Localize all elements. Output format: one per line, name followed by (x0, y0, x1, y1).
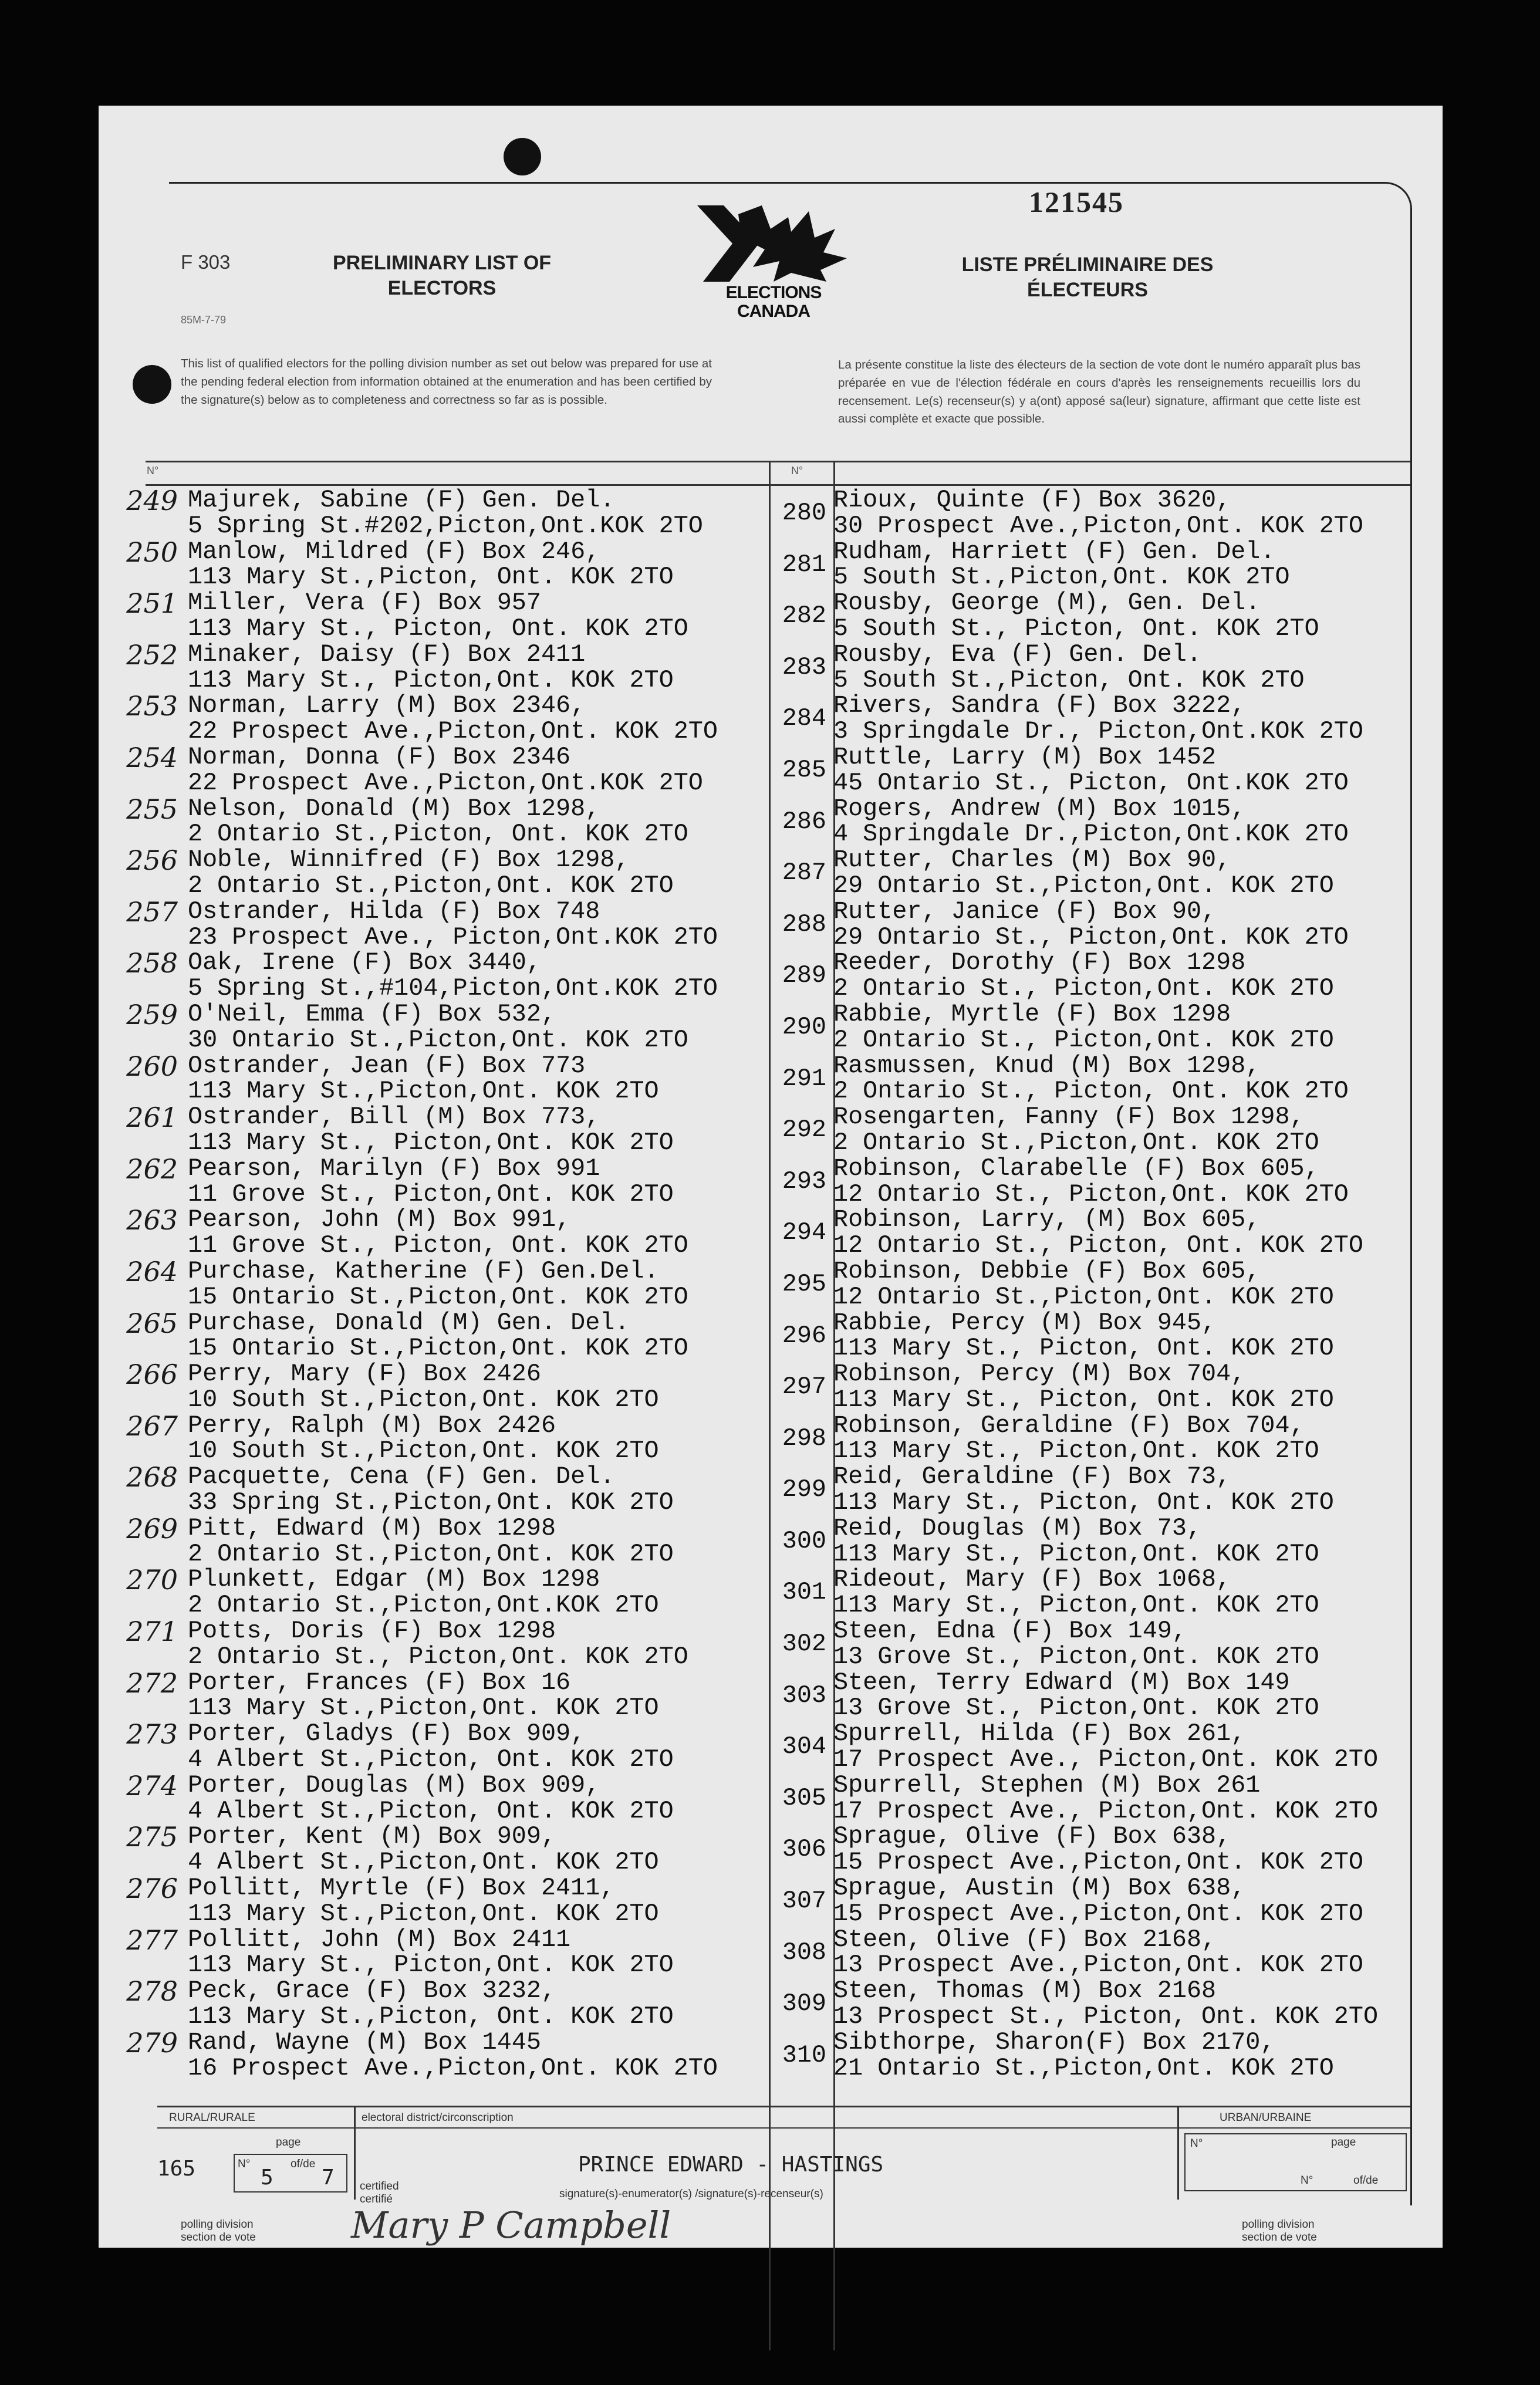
form-code: 85M-7-79 (181, 314, 227, 326)
serial-number: 121545 (1029, 185, 1124, 218)
urban-of-label: of/de (1353, 2174, 1379, 2187)
left-entries: Majurek, Sabine (F) Gen. Del. 5 Spring St.#202,Picton,Ont.KOK 2TO Manlow, Mildred (F) Box 246, 113 Mary St.,Picton, Ont. KOK 2TO Miller, Vera (F) Box 957 113 Mary St., Picton, Ont. KOK 2TO Minaker, Daisy (F) Box 2411 113 Mary St., Picton,Ont. KOK 2TO Norman, Larry (M) Box 2346, 22 Prospect Ave.,Picton,Ont. KOK 2TO Norman, Donna (F) Box 2346 22 Prospect Ave.,Picton,Ont.KOK 2TO Nelson, Donald (M) Box 1298, 2 Ontario St.,Picton, Ont. KOK 2TO Noble, Winnifred (F) Box 1298, 2 Ontario St.,Picton,Ont. KOK 2TO Ostrander, Hilda (F) Box 748 23 Prospect Ave., Picton,Ont.KOK 2TO Oak, Irene (F) Box 3440, 5 Spring St.,#104,Picton,Ont.KOK 2TO O'Neil, Emma (F) Box 532, 30 Ontario St.,Picton,Ont. KOK 2TO Ostrander, Jean (F) Box 773 113 Mary St.,Picton,Ont. KOK 2TO Ostrander, Bill (M) Box 773, 113 Mary St., Picton,Ont. KOK 2TO Pearson, Marilyn (F) Box 991 11 Grove St., Picton,Ont. KOK 2TO Pearson, John (M) Box 991, 11 Grove St., Picton, Ont. KOK 2TO Purchase, Katherine (F) Gen.Del. 15 Ontario St.,Picton,Ont. KOK 2TO Purchase, Donald (M) Gen. Del. 15 Ontario St.,Picton,Ont. KOK 2TO Perry, Mary (F) Box 2426 10 South St.,Picton,Ont. KOK 2TO Perry, Ralph (M) Box 2426 10 South St.,Picton,Ont. KOK 2TO Pacquette, Cena (F) Gen. Del. 33 Spring St.,Picton,Ont. KOK 2TO Pitt, Edward (M) Box 1298 2 Ontario St.,Picton,Ont. KOK 2TO Plunkett, Edgar (M) Box 1298 2 Ontario St.,Picton,Ont.KOK 2TO Potts, Doris (F) Box 1298 2 Ontario St., Picton,Ont. KOK 2TO Porter, Frances (F) Box 16 113 Mary St.,Picton,Ont. KOK 2TO Porter, Gladys (F) Box 909, 4 Albert St.,Picton, Ont. KOK 2TO Porter, Douglas (M) Box 909, 4 Albert St.,Picton, Ont. KOK 2TO Porter, Kent (M) Box 909, 4 Albert St.,Picton,Ont. KOK 2TO Pollitt, Myrtle (F) Box 2411, 113 Mary St.,Picton,Ont. KOK 2TO Pollitt, John (M) Box 2411 113 Mary St., Picton,Ont. KOK 2TO Peck, Grace (F) Box 3232, 113 Mary St.,Picton, Ont. KOK 2TO Rand, Wayne (M) Box 1445 16 Prospect Ave.,Picton,Ont. KOK 2TO (188, 486, 718, 2082)
page-number: 5 (261, 2166, 273, 2190)
left-entry-numbers: 249 250 251 252 253 254 255 256 257 258 259 260 261 262 263 264 265 266 267 268 269 270 271 272 273 274 275 276 277 278 279 (126, 485, 178, 2059)
logo-text: ELECTIONS CANADA (725, 283, 822, 321)
intro-french: La présente constitue la liste des électeurs de la section de vote dont le numéro apparaît plus bas préparée en vue de l'élection fédérale en cours d'après les renseignements recueillis lors du recensement. Le(s) recenseur(s) y a(ont) apposé sa(leur) signature, affirmant que cette liste est aussi complète et exacte que possible. (838, 358, 1360, 426)
electors-list-sheet (99, 106, 1443, 2248)
rural-page-label: page (276, 2136, 301, 2148)
electoral-district-label: electoral district/circonscription (362, 2112, 514, 2124)
electoral-district: PRINCE EDWARD - HASTINGS (578, 2153, 884, 2177)
urban-polling-division-label: polling division section de vote (1242, 2218, 1317, 2244)
enumerator-signature: Mary P Campbell (351, 2204, 671, 2247)
right-number-header: N° (791, 465, 803, 477)
signature-label: signature(s)-enumerator(s) /signature(s)-recenseur(s) (559, 2188, 823, 2200)
rural-label: RURAL/RURALE (169, 2112, 255, 2124)
binder-hole-top (504, 138, 541, 175)
footer-divider-right (1177, 2106, 1179, 2200)
left-number-header: N° (147, 465, 159, 477)
elections-canada-logo (697, 202, 850, 326)
urban-label: URBAN/URBAINE (1220, 2112, 1312, 2124)
intro-english: This list of qualified electors for the polling division number as set out below was prepared for use at the pending federal election from information obtained at the enumeration and has been certified by the signature(s) below as to completeness and correctness so far as is possible. (181, 357, 712, 407)
right-entries: Rioux, Quinte (F) Box 3620, 30 Prospect Ave.,Picton,Ont. KOK 2TO Rudham, Harriett (F) Gen. Del. 5 South St.,Picton,Ont. KOK 2TO Rousby, George (M), Gen. Del. 5 South St., Picton, Ont. KOK 2TO Rousby, Eva (F) Gen. Del. 5 South St.,Picton, Ont. KOK 2TO Rivers, Sandra (F) Box 3222, 3 Springdale Dr., Picton,Ont.KOK 2TO Ruttle, Larry (M) Box 1452 45 Ontario St., Picton, Ont.KOK 2TO Rogers, Andrew (M) Box 1015, 4 Springdale Dr.,Picton,Ont.KOK 2TO Rutter, Charles (M) Box 90, 29 Ontario St.,Picton,Ont. KOK 2TO Rutter, Janice (F) Box 90, 29 Ontario St., Picton,Ont. KOK 2TO Reeder, Dorothy (F) Box 1298 2 Ontario St., Picton,Ont. KOK 2TO Rabbie, Myrtle (F) Box 1298 2 Ontario St., Picton,Ont. KOK 2TO Rasmussen, Knud (M) Box 1298, 2 Ontario St., Picton, Ont. KOK 2TO Rosengarten, Fanny (F) Box 1298, 2 Ontario St.,Picton,Ont. KOK 2TO Robinson, Clarabelle (F) Box 605, 12 Ontario St., Picton,Ont. KOK 2TO Robinson, Larry, (M) Box 605, 12 Ontario St., Picton, Ont. KOK 2TO Robinson, Debbie (F) Box 605, 12 Ontario St.,Picton,Ont. KOK 2TO Rabbie, Percy (M) Box 945, 113 Mary St., Picton, Ont. KOK 2TO Robinson, Percy (M) Box 704, 113 Mary St., Picton, Ont. KOK 2TO Robinson, Geraldine (F) Box 704, 113 Mary St., Picton,Ont. KOK 2TO Reid, Geraldine (F) Box 73, 113 Mary St., Picton, Ont. KOK 2TO Reid, Douglas (M) Box 73, 113 Mary St., Picton,Ont. KOK 2TO Rideout, Mary (F) Box 1068, 113 Mary St., Picton,Ont. KOK 2TO Steen, Edna (F) Box 149, 13 Grove St., Picton,Ont. KOK 2TO Steen, Terry Edward (M) Box 149 13 Grove St., Picton,Ont. KOK 2TO Spurrell, Hilda (F) Box 261, 17 Prospect Ave., Picton,Ont. KOK 2TO Spurrell, Stephen (M) Box 261 17 Prospect Ave., Picton,Ont. KOK 2TO Sprague, Olive (F) Box 638, 15 Prospect Ave.,Picton,Ont. KOK 2TO Sprague, Austin (M) Box 638, 15 Prospect Ave.,Picton,Ont. KOK 2TO Steen, Olive (F) Box 2168, 13 Prospect Ave.,Picton,Ont. KOK 2TO Steen, Thomas (M) Box 2168 13 Prospect St., Picton, Ont. KOK 2TO Sibthorpe, Sharon(F) Box 2170, 21 Ontario St.,Picton,Ont. KOK 2TO (833, 486, 1379, 2082)
rural-no-label: N° (238, 2158, 251, 2170)
rural-polling-division-label: polling division section de vote (181, 2218, 256, 2244)
title-french: LISTE PRÉLIMINAIRE DES ÉLECTEURS (961, 254, 1214, 301)
certified-label: certified certifié (360, 2180, 399, 2205)
title-english: PRELIMINARY LIST OF ELECTORS (332, 252, 552, 299)
urban-page-no-label: N° (1301, 2174, 1313, 2187)
footer-divider-left (354, 2106, 356, 2200)
rural-of-label: of/de (291, 2158, 316, 2170)
binder-hole-left (133, 365, 171, 404)
right-entry-numbers: 280 281 282 283 284 285 286 287 288 289 290 291 292 293 294 295 296 297 298 299 300 301 302 303 304 305 306 307 308 309 310 (782, 499, 826, 2069)
footer-top-rule (157, 2106, 1410, 2107)
form-number: F 303 (181, 251, 231, 273)
table-top-rule (146, 461, 1410, 462)
page-total: 7 (322, 2166, 335, 2190)
footer-mid-rule (157, 2127, 1410, 2129)
rural-division-number: 165 (157, 2157, 196, 2181)
urban-page-label: page (1331, 2136, 1356, 2148)
urban-no-label: N° (1190, 2137, 1203, 2150)
x-maple-leaf-icon (697, 202, 850, 285)
